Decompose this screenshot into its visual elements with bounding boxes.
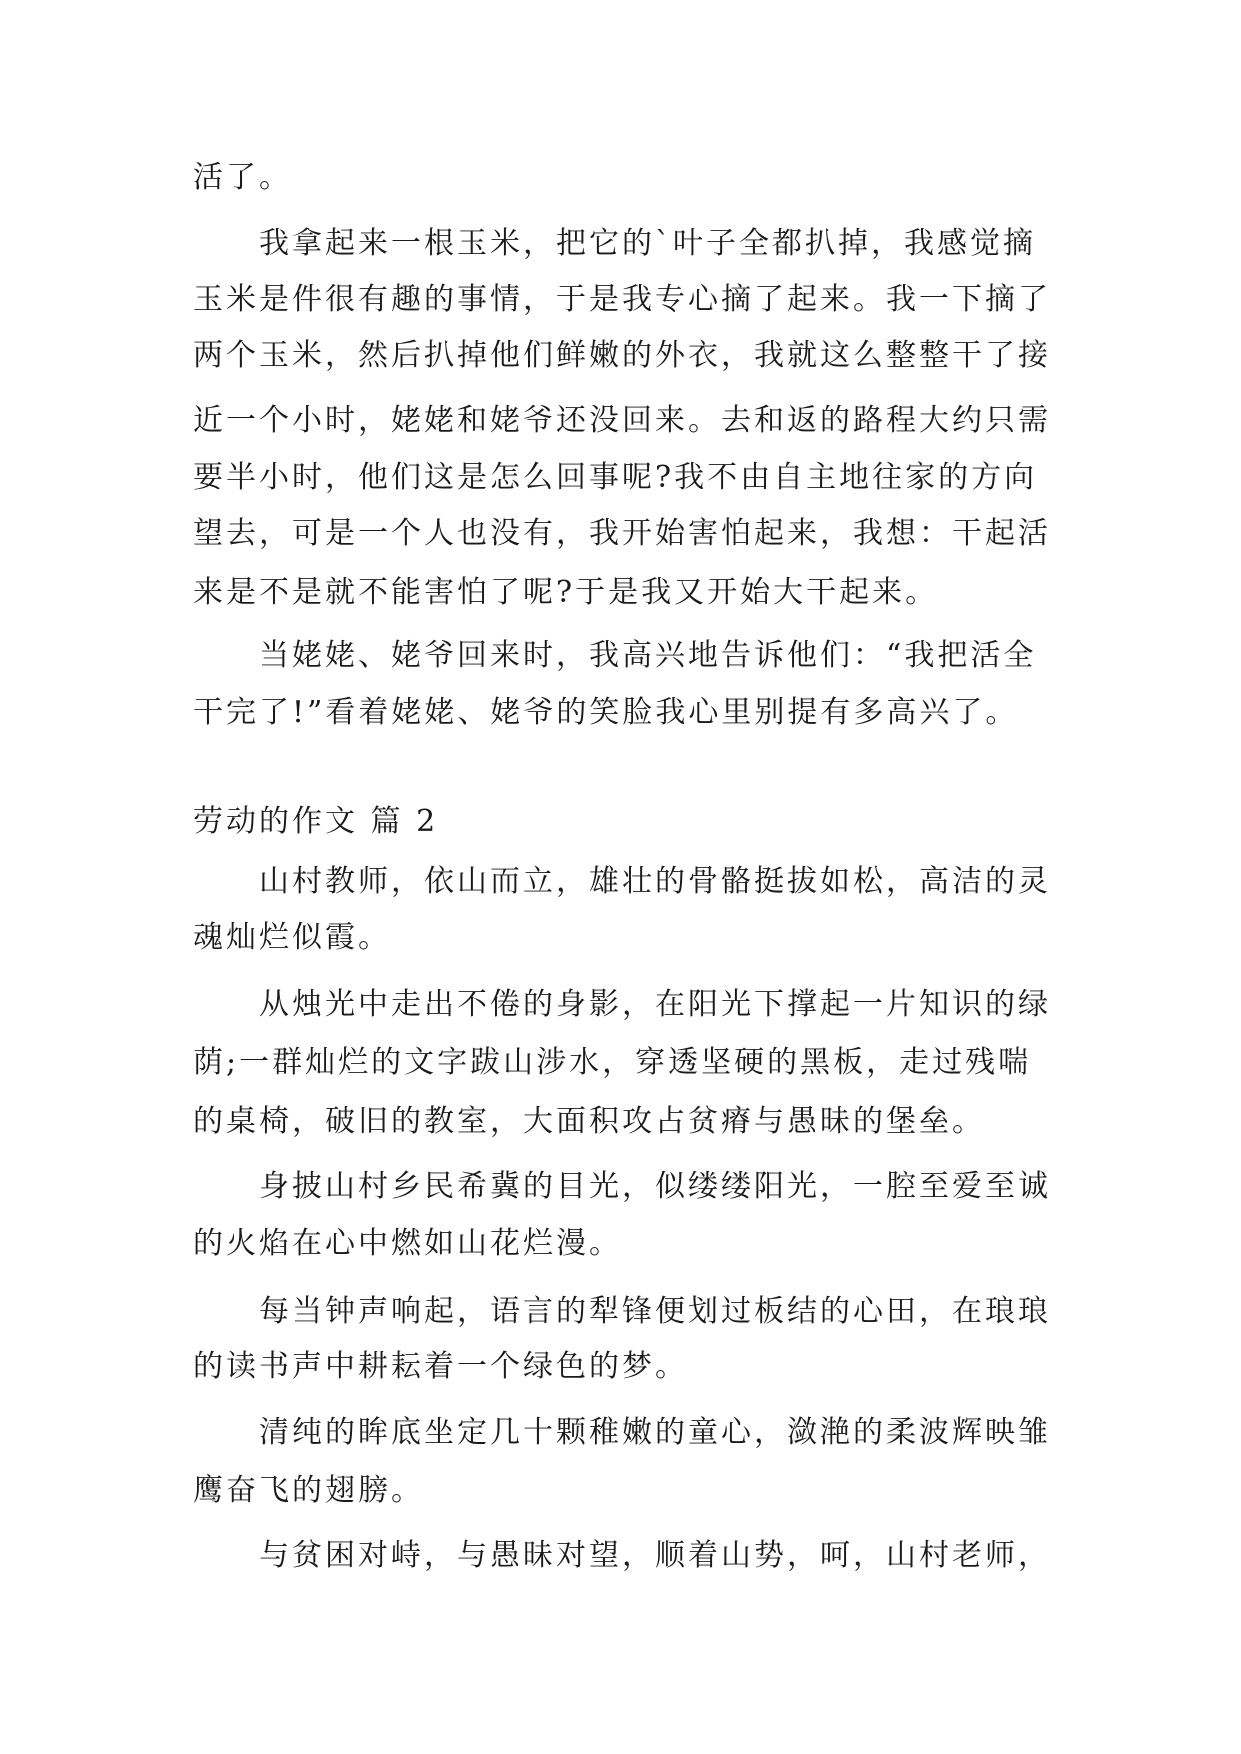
text-line: 与贫困对峙，与愚昧对望，顺着山势，呵，山村老师， bbox=[193, 1538, 1051, 1573]
text-line: 清纯的眸底坐定几十颗稚嫩的童心，潋滟的柔波辉映雏 bbox=[193, 1415, 1051, 1450]
text-line: 干完了!”看着姥姥、姥爷的笑脸我心里别提有多高兴了。 bbox=[193, 695, 1019, 730]
text-line: 荫;一群灿烂的文字跋山涉水，穿透坚硬的黑板，走过残喘 bbox=[193, 1045, 1032, 1080]
text-line: 的桌椅，破旧的教室，大面积攻占贫瘠与愚昧的堡垒。 bbox=[193, 1104, 985, 1139]
text-line: 来是不是就不能害怕了呢?于是我又开始大干起来。 bbox=[193, 575, 939, 610]
text-line: 活了。 bbox=[193, 160, 292, 195]
section-heading: 劳动的作文 篇 2 bbox=[193, 804, 439, 839]
text-line: 每当钟声响起，语言的犁锋便划过板结的心田，在琅琅 bbox=[193, 1294, 1051, 1329]
text-line: 的火焰在心中燃如山花烂漫。 bbox=[193, 1226, 622, 1261]
text-line: 的读书声中耕耘着一个绿色的梦。 bbox=[193, 1349, 688, 1384]
text-line: 望去，可是一个人也没有，我开始害怕起来，我想：干起活 bbox=[193, 516, 1051, 551]
text-line: 近一个小时，姥姥和姥爷还没回来。去和返的路程大约只需 bbox=[193, 403, 1051, 438]
text-line: 玉米是件很有趣的事情，于是我专心摘了起来。我一下摘了 bbox=[193, 282, 1051, 317]
text-line: 山村教师，依山而立，雄壮的骨骼挺拔如松，高洁的灵 bbox=[193, 864, 1051, 899]
text-line: 魂灿烂似霞。 bbox=[193, 920, 391, 955]
text-line: 身披山村乡民希冀的目光，似缕缕阳光，一腔至爱至诚 bbox=[193, 1169, 1051, 1204]
text-line: 从烛光中走出不倦的身影，在阳光下撑起一片知识的绿 bbox=[193, 987, 1051, 1022]
text-line: 两个玉米，然后扒掉他们鲜嫩的外衣，我就这么整整干了接 bbox=[193, 338, 1051, 373]
text-line: 要半小时，他们这是怎么回事呢?我不由自主地往家的方向 bbox=[193, 460, 1038, 495]
text-line: 我拿起来一根玉米，把它的`叶子全都扒掉，我感觉摘 bbox=[193, 226, 1036, 261]
text-line: 当姥姥、姥爷回来时，我高兴地告诉他们：“我把活全 bbox=[193, 638, 1037, 673]
text-line: 鹰奋飞的翅膀。 bbox=[193, 1473, 424, 1508]
